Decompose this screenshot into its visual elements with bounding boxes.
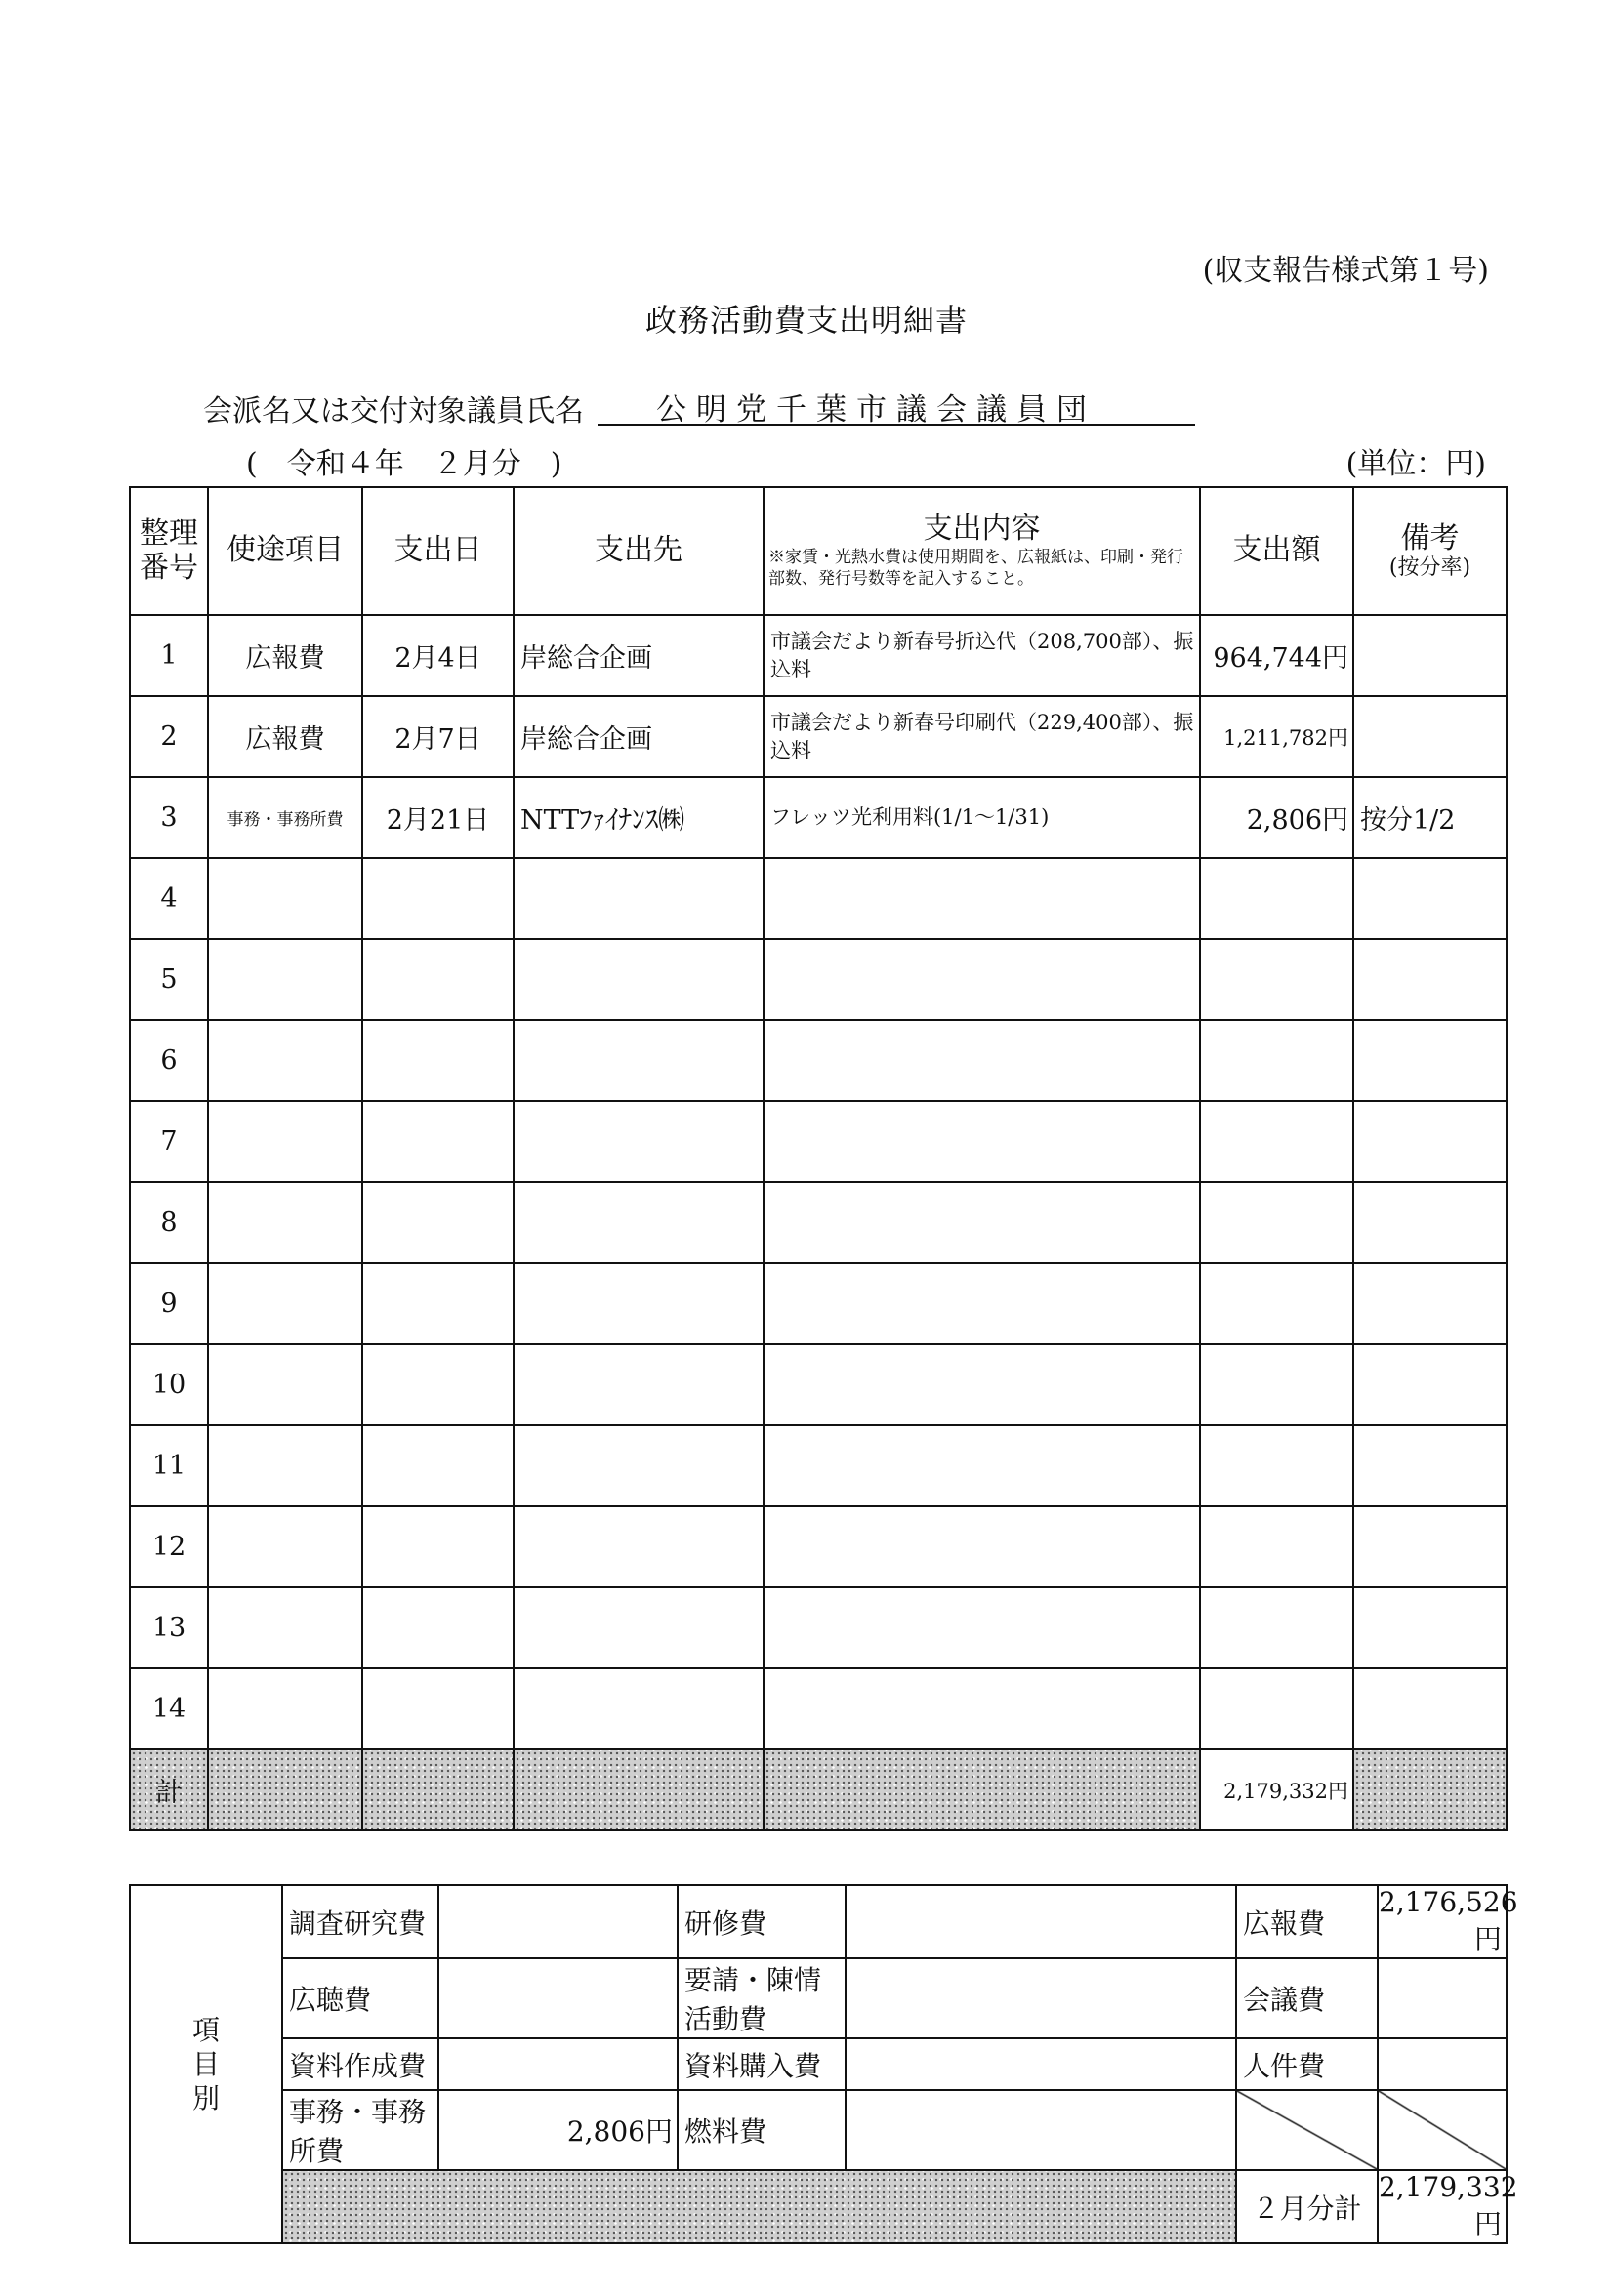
summary-fuel-value — [846, 2090, 1236, 2170]
row-purpose — [208, 1587, 362, 1668]
summary-materials-making-label: 資料作成費 — [282, 2038, 438, 2090]
summary-meeting-value — [1378, 1958, 1507, 2038]
row-date — [362, 1506, 514, 1587]
month-total-label: ２月分計 — [1236, 2170, 1378, 2243]
row-no: 6 — [130, 1020, 208, 1101]
row-content — [764, 1344, 1200, 1425]
table-row — [130, 858, 1507, 939]
row-date — [362, 1182, 514, 1263]
table-row — [130, 939, 1507, 1020]
header-amount: 支出額 — [1200, 487, 1353, 615]
row-amount — [1200, 1506, 1353, 1587]
row-amount — [1200, 1020, 1353, 1101]
total-blank — [208, 1749, 362, 1830]
row-date — [362, 1020, 514, 1101]
row-payee — [514, 1101, 764, 1182]
table-row — [130, 1182, 1507, 1263]
header-date: 支出日 — [362, 487, 514, 615]
row-payee — [514, 858, 764, 939]
row-no: 2 — [130, 696, 208, 777]
header-content-note: ※家賃・光熱水費は使用期間を、広報紙は、印刷・発行部数、発行号数等を記入すること。 — [768, 547, 1183, 589]
summary-materials-purchase-value — [846, 2038, 1236, 2090]
total-label: 計 — [130, 1749, 208, 1830]
row-content: 市議会だより新春号印刷代（229,400部）、振込料 — [764, 696, 1200, 777]
summary-crossed-cell — [1378, 2090, 1507, 2170]
row-content — [764, 858, 1200, 939]
row-purpose — [208, 1020, 362, 1101]
summary-meeting-label: 会議費 — [1236, 1958, 1378, 2038]
row-content — [764, 1182, 1200, 1263]
row-remarks — [1353, 1506, 1507, 1587]
row-purpose — [208, 939, 362, 1020]
row-payee — [514, 1425, 764, 1506]
row-payee — [514, 1263, 764, 1344]
row-content — [764, 1263, 1200, 1344]
row-content — [764, 1425, 1200, 1506]
row-date — [362, 858, 514, 939]
table-row — [130, 1506, 1507, 1587]
row-content — [764, 1101, 1200, 1182]
row-purpose — [208, 1425, 362, 1506]
table-row — [130, 1263, 1507, 1344]
summary-petition-label: 要請・陳情活動費 — [678, 1958, 846, 2038]
table-header-row — [130, 487, 1507, 615]
row-remarks: 按分1/2 — [1353, 777, 1507, 858]
row-date: 2月4日 — [362, 615, 514, 696]
row-remarks — [1353, 1101, 1507, 1182]
summary-office-value: 2,806円 — [438, 2090, 678, 2170]
total-blank — [362, 1749, 514, 1830]
table-row — [130, 1020, 1507, 1101]
row-remarks — [1353, 1344, 1507, 1425]
row-no: 12 — [130, 1506, 208, 1587]
row-content — [764, 1668, 1200, 1749]
summary-training-label: 研修費 — [678, 1885, 846, 1958]
row-purpose — [208, 1182, 362, 1263]
category-summary-table — [129, 1884, 1518, 2244]
row-purpose — [208, 1668, 362, 1749]
row-amount: 2,806円 — [1200, 777, 1353, 858]
table-row — [130, 1587, 1507, 1668]
summary-materials-making-value — [438, 2038, 678, 2090]
total-blank — [514, 1749, 764, 1830]
row-no: 13 — [130, 1587, 208, 1668]
row-remarks — [1353, 1182, 1507, 1263]
row-date — [362, 1101, 514, 1182]
summary-personnel-value — [1378, 2038, 1507, 2090]
row-amount: 1,211,782円 — [1200, 696, 1353, 777]
row-date — [362, 1344, 514, 1425]
summary-research-label: 調査研究費 — [282, 1885, 438, 1958]
row-payee — [514, 939, 764, 1020]
row-no: 11 — [130, 1425, 208, 1506]
row-no: 7 — [130, 1101, 208, 1182]
row-amount — [1200, 1263, 1353, 1344]
table-row — [130, 1425, 1507, 1506]
form-number: (収支報告様式第１号) — [1202, 254, 1489, 288]
table-row — [130, 1668, 1507, 1749]
row-no: 5 — [130, 939, 208, 1020]
summary-fuel-label: 燃料費 — [678, 2090, 846, 2170]
row-date: 2月7日 — [362, 696, 514, 777]
row-amount — [1200, 939, 1353, 1020]
month-total-value: 2,179,332円 — [1378, 2170, 1507, 2243]
table-row — [130, 1101, 1507, 1182]
header-remarks — [1353, 487, 1507, 615]
summary-personnel-label: 人件費 — [1236, 2038, 1378, 2090]
row-date — [362, 1263, 514, 1344]
unit-label: (単位：円) — [1345, 447, 1486, 481]
row-date — [362, 1587, 514, 1668]
row-no: 8 — [130, 1182, 208, 1263]
row-content — [764, 1506, 1200, 1587]
total-amount: 2,179,332円 — [1200, 1749, 1353, 1830]
row-amount — [1200, 1425, 1353, 1506]
table-row — [130, 615, 1507, 696]
row-purpose — [208, 1506, 362, 1587]
row-content: フレッツ光利用料(1/1～1/31) — [764, 777, 1200, 858]
row-content — [764, 1587, 1200, 1668]
header-no: 整理 番号 — [130, 487, 208, 615]
header-remarks-title: 備考 — [1400, 520, 1460, 555]
summary-materials-purchase-label: 資料購入費 — [678, 2038, 846, 2090]
row-content — [764, 1020, 1200, 1101]
row-amount — [1200, 1182, 1353, 1263]
header-remarks-sub: (按分率) — [1388, 555, 1471, 581]
table-row — [130, 696, 1507, 777]
row-remarks — [1353, 939, 1507, 1020]
row-purpose — [208, 1101, 362, 1182]
row-date — [362, 939, 514, 1020]
row-amount — [1200, 858, 1353, 939]
row-no: 14 — [130, 1668, 208, 1749]
summary-office-label: 事務・事務所費 — [282, 2090, 438, 2170]
row-date — [362, 1668, 514, 1749]
row-remarks — [1353, 1263, 1507, 1344]
row-purpose: 広報費 — [208, 615, 362, 696]
row-purpose: 事務・事務所費 — [208, 777, 362, 858]
row-payee: NTTﾌｧｲﾅﾝｽ㈱ — [514, 777, 764, 858]
row-remarks — [1353, 1425, 1507, 1506]
row-amount — [1200, 1344, 1353, 1425]
row-purpose — [208, 1263, 362, 1344]
row-amount — [1200, 1587, 1353, 1668]
row-remarks — [1353, 615, 1507, 696]
summary-petition-value — [846, 1958, 1236, 2038]
row-content — [764, 939, 1200, 1020]
expense-table — [129, 486, 1508, 1831]
faction-name: 公明党千葉市議会議員団 — [598, 385, 1195, 426]
header-payee: 支出先 — [514, 487, 764, 615]
row-payee — [514, 1506, 764, 1587]
row-amount — [1200, 1101, 1353, 1182]
row-content: 市議会だより新春号折込代（208,700部）、振込料 — [764, 615, 1200, 696]
row-date: 2月21日 — [362, 777, 514, 858]
row-no: 9 — [130, 1263, 208, 1344]
header-content-title: 支出内容 — [923, 512, 1041, 547]
row-payee: 岸総合企画 — [514, 615, 764, 696]
row-amount: 964,744円 — [1200, 615, 1353, 696]
table-row — [130, 777, 1507, 858]
summary-publicity-value: 2,176,526円 — [1378, 1885, 1507, 1958]
row-purpose: 広報費 — [208, 696, 362, 777]
total-blank — [764, 1749, 1200, 1830]
summary-hearing-value — [438, 1958, 678, 2038]
row-remarks — [1353, 1668, 1507, 1749]
row-payee — [514, 1587, 764, 1668]
total-row — [130, 1749, 1507, 1830]
summary-publicity-label: 広報費 — [1236, 1885, 1378, 1958]
row-remarks — [1353, 858, 1507, 939]
summary-training-value — [846, 1885, 1236, 1958]
report-period: ( 令和４年 ２月分 ) — [246, 447, 562, 481]
row-payee — [514, 1182, 764, 1263]
page-title: 政務活動費支出明細書 — [644, 302, 968, 339]
row-no: 1 — [130, 615, 208, 696]
row-date — [362, 1425, 514, 1506]
row-payee — [514, 1344, 764, 1425]
row-payee: 岸総合企画 — [514, 696, 764, 777]
summary-hearing-label: 広聴費 — [282, 1958, 438, 2038]
row-no: 10 — [130, 1344, 208, 1425]
row-amount — [1200, 1668, 1353, 1749]
total-blank — [1353, 1749, 1507, 1830]
row-no: 4 — [130, 858, 208, 939]
row-payee — [514, 1668, 764, 1749]
row-payee — [514, 1020, 764, 1101]
row-remarks — [1353, 1020, 1507, 1101]
header-content — [764, 487, 1200, 615]
table-row — [130, 1344, 1507, 1425]
summary-crossed-cell — [1236, 2090, 1378, 2170]
row-purpose — [208, 858, 362, 939]
row-remarks — [1353, 1587, 1507, 1668]
row-no: 3 — [130, 777, 208, 858]
summary-shaded-cell — [282, 2170, 1236, 2243]
header-purpose: 使途項目 — [208, 487, 362, 615]
row-remarks — [1353, 696, 1507, 777]
summary-side-label: 項 目 別 — [130, 1885, 282, 2243]
row-purpose — [208, 1344, 362, 1425]
summary-research-value — [438, 1885, 678, 1958]
faction-label: 会派名又は交付対象議員氏名 — [203, 394, 584, 429]
